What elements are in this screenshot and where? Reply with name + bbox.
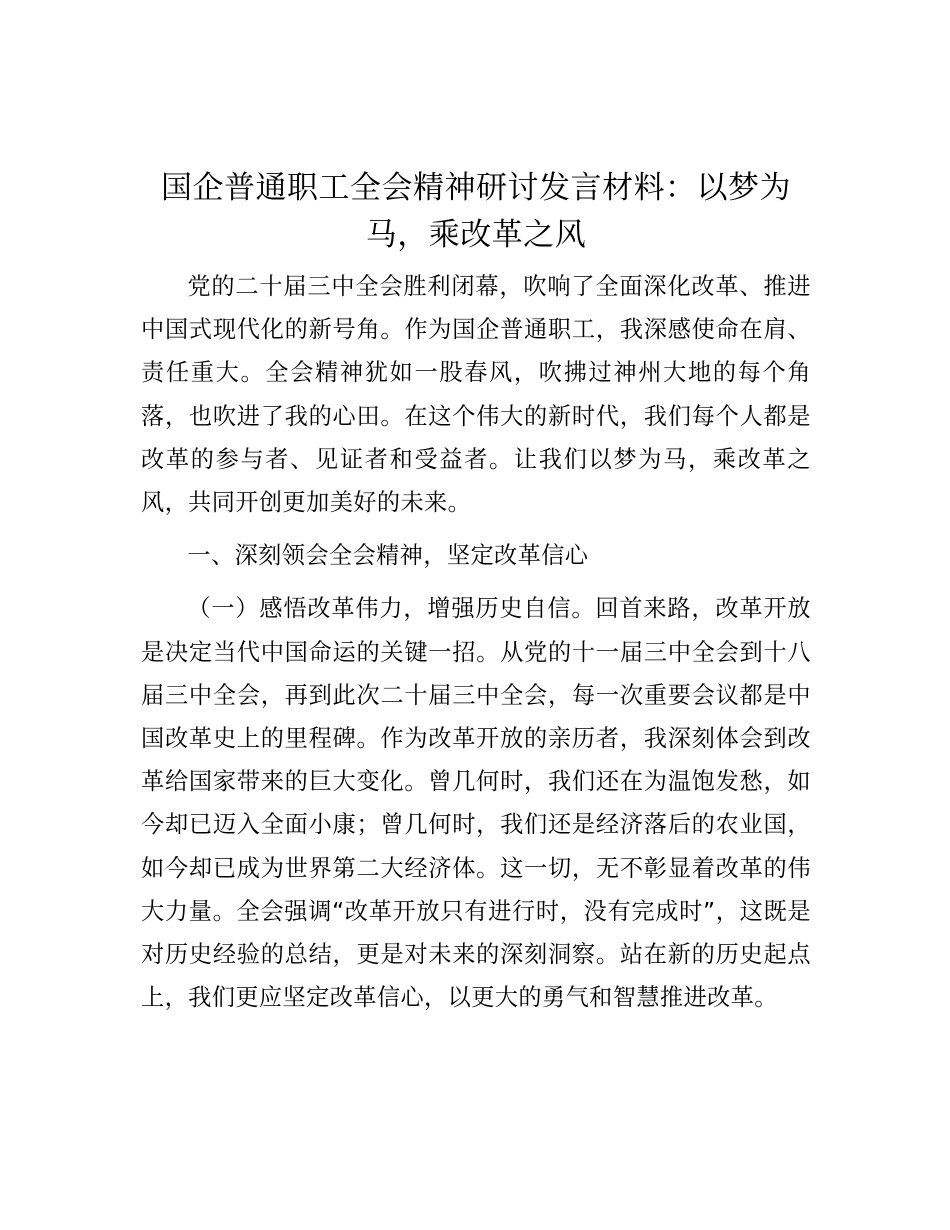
section-1-paragraph-1: （一）感悟改革伟力，增强历史自信。回首来路，改革开放是决定当代中国命运的关键一招。从党的十一届三中全会到十八届三中全会，再到此次二十届三中全会，每一次重要会议都是中国改革史上的里程碑。作为改革开放的亲历者，我深刻体会到改革给国家带来的巨大变化。曾几何时，我们还在为温饱发愁，如今却已迈入全面小康；曾几何时，我们还是经济落后的农业国，如今却已成为世界第二大经济体。这一切，无不彰显着改革的伟大力量。全会强调“改革开放只有进行时，没有完成时”，这既是对历史经验的总结，更是对未来的深刻洞察。站在新的历史起点上，我们更应坚定改革信心，以更大的勇气和智慧推进改革。: [141, 595, 811, 1012]
document-page: [141, 165, 811, 1019]
document-title: 国企普通职工全会精神研讨发言材料：以梦为马，乘改革之风: [161, 170, 791, 253]
intro-paragraph: 党的二十届三中全会胜利闭幕，吹响了全面深化改革、推进中国式现代化的新号角。作为国企普通职工，我深感使命在肩、责任重大。全会精神犹如一股春风，吹拂过神州大地的每个角落，也吹进了我的心田。在这个伟大的新时代，我们每个人都是改革的参与者、见证者和受益者。让我们以梦为马，乘改革之风，共同开创更加美好的未来。: [141, 273, 811, 517]
section-1-heading: 一、深刻领会全会精神，坚定改革信心: [187, 542, 589, 570]
